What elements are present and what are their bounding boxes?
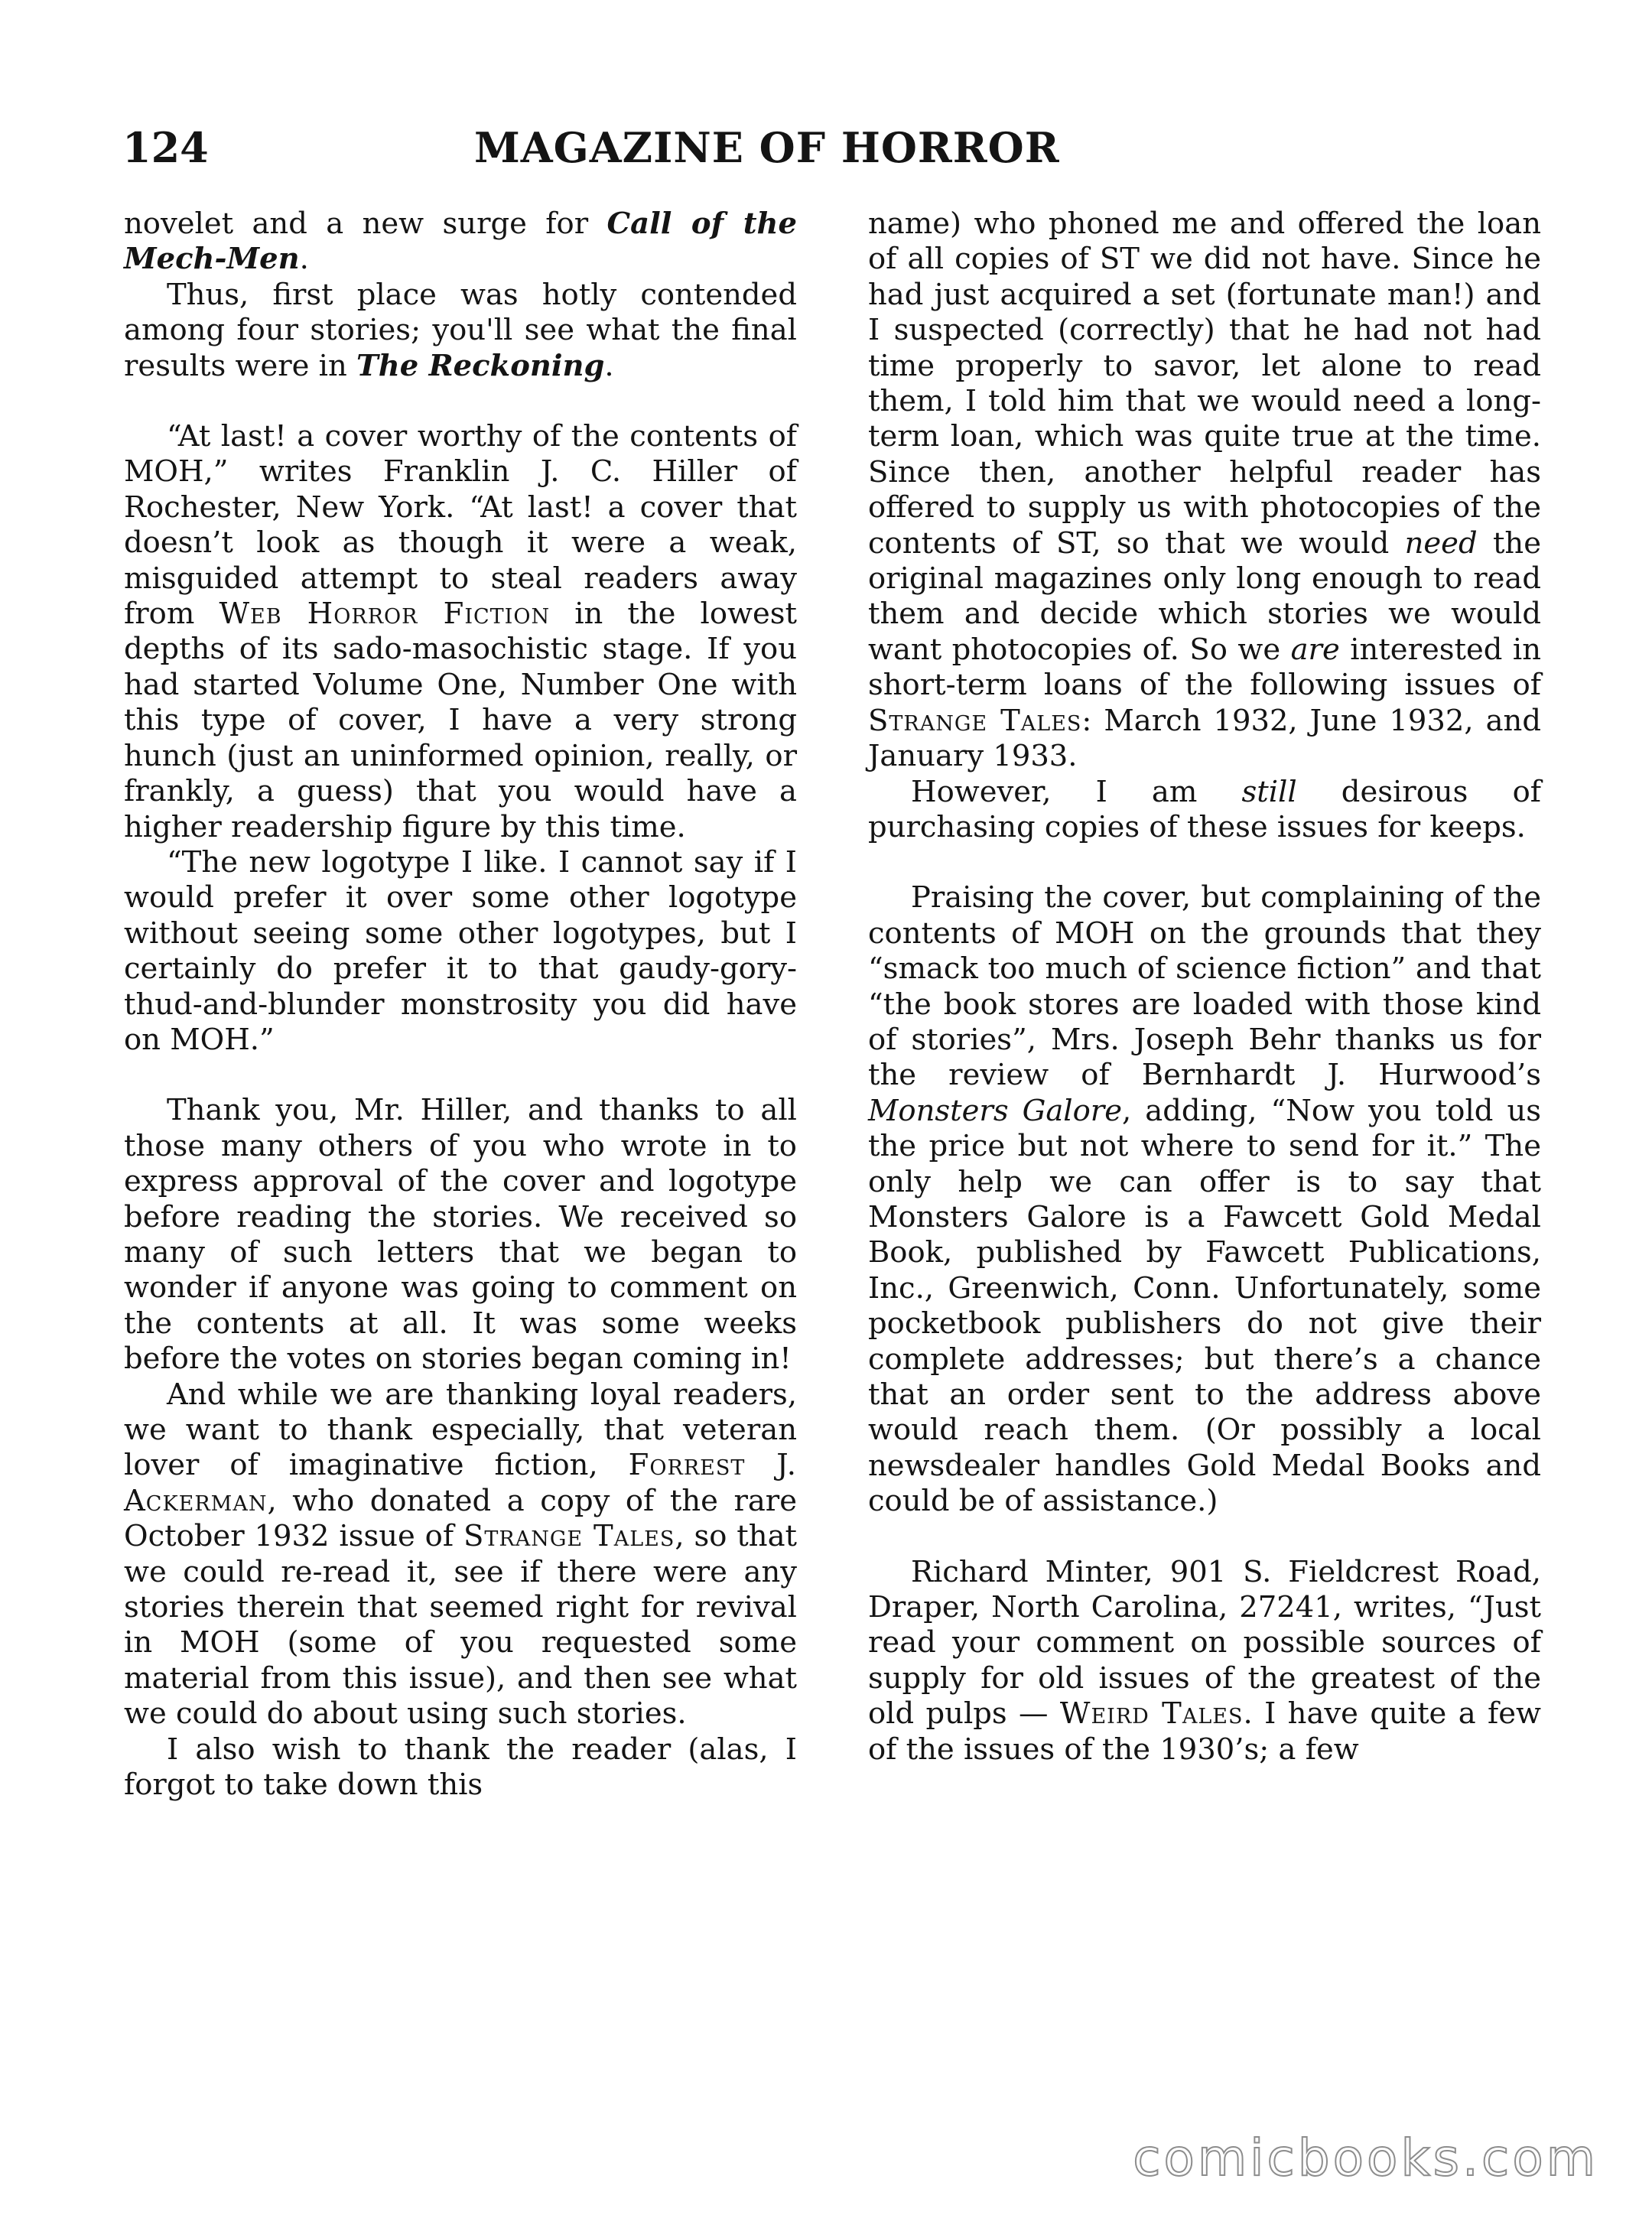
paragraph-still-desirous: However, I am still desirous of purchasing copies of these issues for keeps.	[868, 774, 1541, 844]
magazine-name-weird-tales: Weird Tales	[1059, 1696, 1244, 1732]
paragraph-thank-reader: I also wish to thank the reader (alas, I forgot to take down this	[124, 1732, 797, 1803]
section-title-the-reckoning: The Reckoning	[356, 348, 605, 383]
letter-hiller-logotype: “The new logotype I like. I cannot say if I would prefer it over some other logotype without seeing some other logotypes, but I certainly do prefer it to that gaudy-gory-thud-and-blunder monstrosity you did have on MOH.”	[124, 844, 797, 1057]
page-number: 124	[122, 123, 209, 172]
name-forrest-j-ackerman: Forrest J. Ackerman	[124, 1448, 797, 1518]
paragraph-novelet: novelet and a new surge for Call of the Mech-Men.	[124, 207, 797, 277]
paragraph-loan-of-copies: name) who phoned me and offered the loan of all copies of ST we did not have. Since he had just acquired a set (fortunate man!) and I suspected (correctly) that he had not had time properly to savor, let alone to read them, I told him that we would need a long-term loan, which was quite true at the time. Since then, another helpful reader has offered to supply us with photocopies of the contents of ST, so that we would need the original magazines only long enough to read them and decide which stories we would want photocopies of. So we are interested in short-term loans of the following issues of Strange Tales: March 1932, June 1932, and January 1933.	[868, 207, 1542, 774]
reply-hiller: Thank you, Mr. Hiller, and thanks to all those many others of you who wrote in to express approval of the cover and logotype before reading the stories. We received so many of such letters that we began to wonder if anyone was going to comment on the contents at all. It was some weeks before the votes on stories began coming in!	[124, 1093, 797, 1377]
watermark-logo: comicbooks.com	[1133, 2129, 1598, 2187]
right-column	[868, 207, 1541, 1768]
magazine-name-strange-tales: Strange Tales	[868, 703, 1082, 738]
story-title-call-of-the-mech-men: Call of the Mech-Men	[124, 207, 797, 277]
letter-behr: Praising the cover, but complaining of the contents of MOH on the grounds that they “smack too much of science fiction” and that “the book stores are loaded with those kind of stories”, Mrs. Joseph Behr thanks us for the review of Bernhardt J. Hurwood’s Monsters Galore, adding, “Now you told us the price but not where to send for it.” The only help we can offer is to say that Monsters Galore is a Fawcett Gold Medal Book, published by Fawcett Publications, Inc., Greenwich, Conn. Unfortunately, some pocketbook publishers do not give their complete addresses; but there’s a chance that an order sent to the address above would reach them. (Or possibly a local newsdealer handles Gold Medal Books and could be of assistance.)	[868, 880, 1541, 1519]
magazine-name-web-horror-fiction: Web Horror Fiction	[219, 597, 551, 632]
paragraph-first-place: Thus, first place was hotly contended among four stories; you'll see what the final results were in The Reckoning.	[124, 277, 797, 383]
magazine-title: MAGAZINE OF HORROR	[474, 123, 1060, 172]
magazine-name-strange-tales: Strange Tales	[463, 1519, 675, 1554]
running-head	[122, 121, 1537, 174]
left-column	[124, 207, 797, 1803]
book-title-monsters-galore: Monsters Galore	[868, 1093, 1122, 1128]
letter-hiller: “At last! a cover worthy of the contents of MOH,” writes Franklin J. C. Hiller of Rochester, New York. “At last! a cover that doesn’t look as though it were a weak, misguided attempt to steal readers away from Web Horror Fiction in the lowest depths of its sado-masochistic stage. If you had started Volume One, Number One with this type of cover, I have a very strong hunch (just an uninformed opinion, really, or frankly, a guess) that you would have a higher readership figure by this time.	[124, 419, 798, 844]
letter-minter: Richard Minter, 901 S. Fieldcrest Road, Draper, North Carolina, 27241, writes, “Just read your comment on possible sources of supply for old issues of the greatest of the old pulps — Weird Tales. I have quite a few of the issues of the 1930’s; a few	[868, 1554, 1541, 1767]
paragraph-thanks-ackerman: And while we are thanking loyal readers, we want to thank especially, that veteran lover of imaginative fiction, Forrest J. Ackerman, who donated a copy of the rare October 1932 issue of Strange Tales, so that we could re-read it, see if there were any stories therein that seemed right for revival in MOH (some of you requested some material from this issue), and then see what we could do about using such stories.	[124, 1377, 797, 1732]
